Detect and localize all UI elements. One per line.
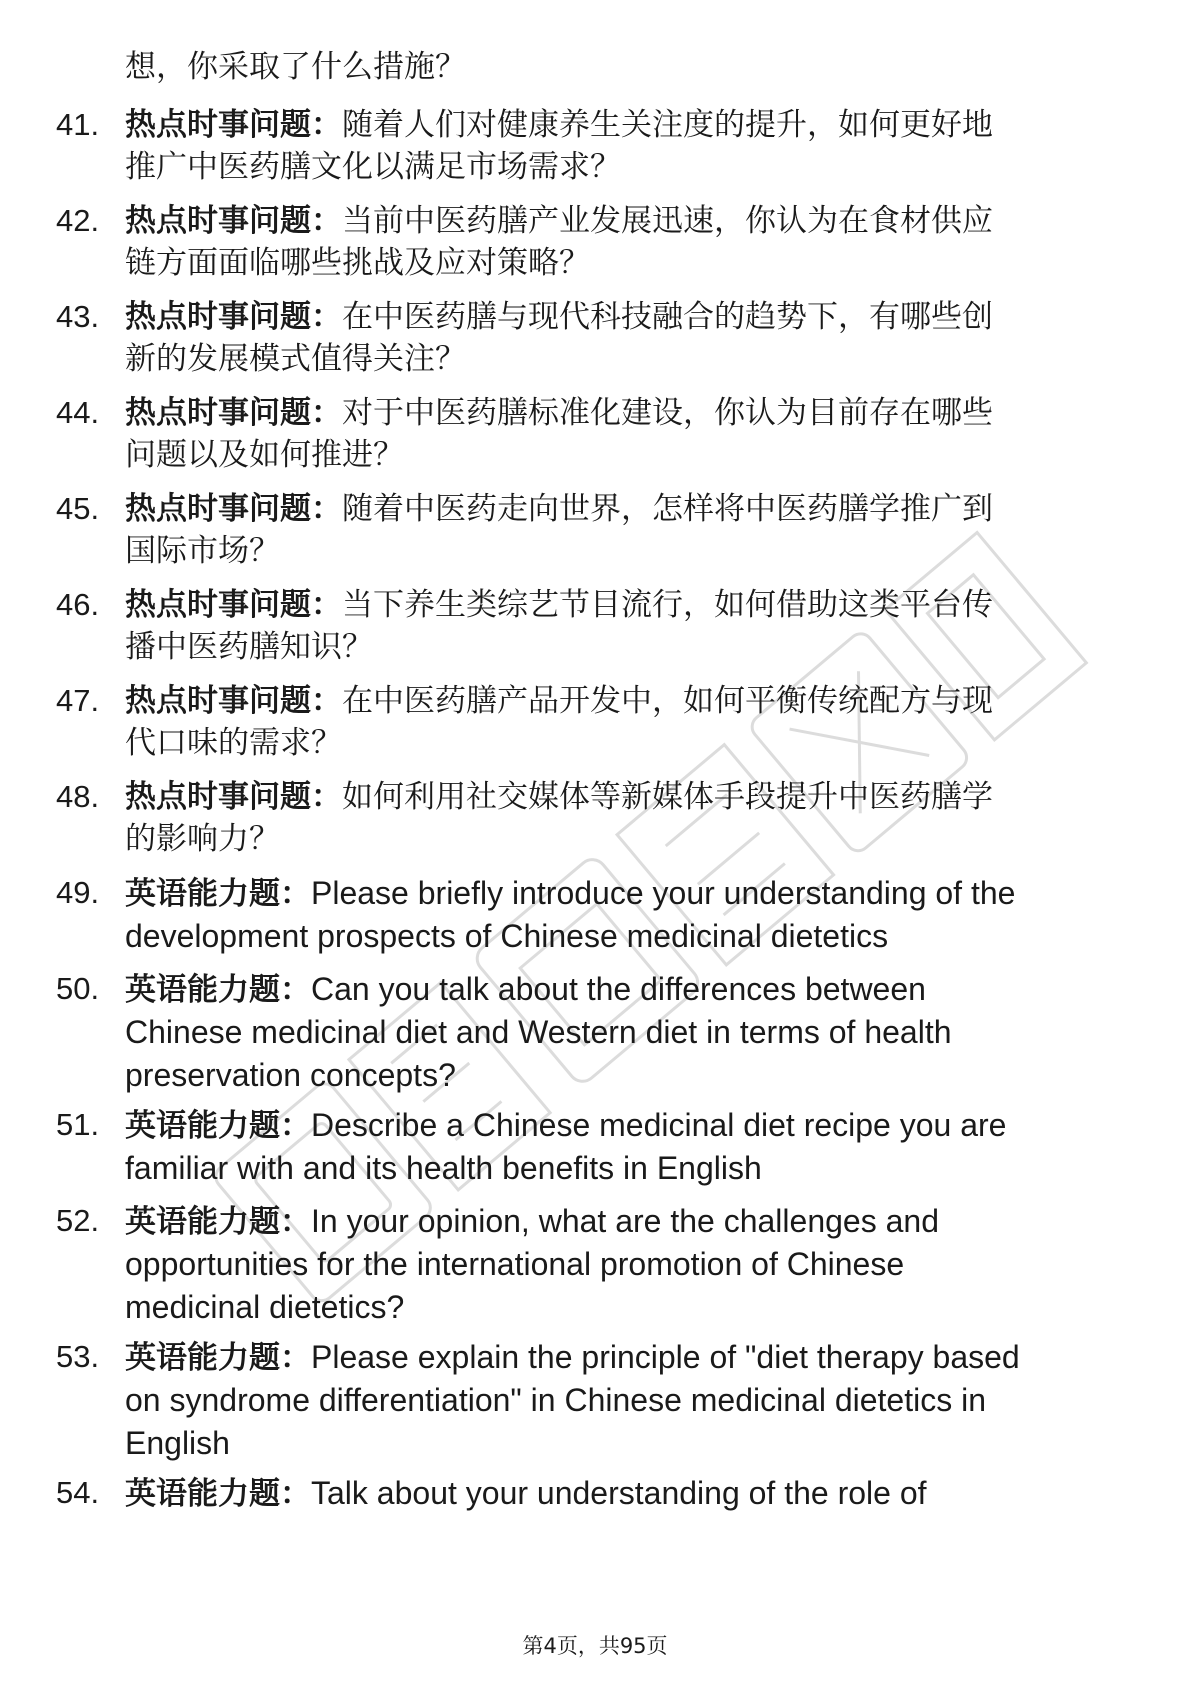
item-line [125, 200, 1115, 242]
item-category: 英语能力题： [125, 1340, 311, 1376]
item-number: 46. [56, 587, 100, 622]
item-question-text: 在中医药膳产品开发中，如何平衡传统配方与现 [342, 683, 993, 719]
item-question-text: opportunities for the international promotion of Chinese [125, 1246, 905, 1282]
item-question-text: 在中医药膳与现代科技融合的趋势下，有哪些创 [342, 299, 993, 335]
item-line [125, 1200, 1115, 1243]
item-line [125, 1243, 1115, 1286]
item-category: 热点时事问题： [125, 587, 342, 623]
item-question-text: 随着中医药走向世界，怎样将中医药膳学推广到 [342, 491, 993, 527]
item-text [125, 1472, 1115, 1515]
item-line [125, 1336, 1115, 1379]
item-number: 43. [56, 299, 100, 334]
item-question-text: Please explain the principle of "diet therapy based [311, 1339, 1020, 1375]
item-line [125, 776, 1115, 818]
item-question-text: Please briefly introduce your understanding of the [311, 875, 1016, 911]
item-line [125, 818, 1115, 860]
item-line [125, 968, 1115, 1011]
item-question-text: 当下养生类综艺节目流行，如何借助这类平台传 [342, 587, 993, 623]
item-line [125, 626, 1115, 668]
item-text [125, 296, 1115, 380]
item-line [125, 1054, 1115, 1097]
item-category: 热点时事问题： [125, 683, 342, 719]
item-question-text: Chinese medicinal diet and Western diet in terms of health [125, 1014, 952, 1050]
item-category: 英语能力题： [125, 876, 311, 912]
item-text [125, 1336, 1115, 1465]
item-text [125, 872, 1115, 958]
item-line [125, 1422, 1115, 1465]
item-line [125, 488, 1115, 530]
item-line [125, 584, 1115, 626]
item-question-text: 推广中医药膳文化以满足市场需求？ [125, 149, 621, 185]
item-question-text: familiar with and its health benefits in English [125, 1150, 762, 1186]
item-text [125, 680, 1115, 764]
item-number: 47. [56, 683, 100, 718]
item-line [125, 530, 1115, 572]
page-footer: 第4页，共95页 [522, 1634, 668, 1658]
item-category: 热点时事问题： [125, 299, 342, 335]
item-question-text: development prospects of Chinese medicinal dietetics [125, 918, 889, 954]
item-line [125, 1379, 1115, 1422]
item-text [125, 392, 1115, 476]
item-number: 54. [56, 1475, 100, 1510]
item-question-text: 对于中医药膳标准化建设，你认为目前存在哪些 [342, 395, 993, 431]
item-question-text: 新的发展模式值得关注？ [125, 341, 466, 377]
item-text [125, 1200, 1115, 1329]
item-category: 热点时事问题： [125, 779, 342, 815]
item-question-text: 的影响力？ [125, 821, 280, 857]
item-number: 52. [56, 1203, 100, 1238]
item-question-text: 国际市场？ [125, 533, 280, 569]
item-number: 51. [56, 1107, 100, 1142]
item-category: 英语能力题： [125, 1204, 311, 1240]
item-line [125, 392, 1115, 434]
item-text [125, 104, 1115, 188]
item-number: 44. [56, 395, 100, 430]
item-category: 热点时事问题： [125, 491, 342, 527]
item-line [125, 104, 1115, 146]
item-category: 热点时事问题： [125, 203, 342, 239]
item-question-text: 播中医药膳知识？ [125, 629, 373, 665]
item-category: 英语能力题： [125, 1108, 311, 1144]
item-line [125, 1286, 1115, 1329]
item-line [125, 146, 1115, 188]
item-line [125, 1104, 1115, 1147]
item-text [125, 776, 1115, 860]
item-number: 42. [56, 203, 100, 238]
item-line [125, 680, 1115, 722]
item-number: 50. [56, 971, 100, 1006]
item-question-text: 随着人们对健康养生关注度的提升，如何更好地 [342, 107, 993, 143]
item-number: 41. [56, 107, 100, 142]
item-line [125, 434, 1115, 476]
item-question-text: 问题以及如何推进？ [125, 437, 404, 473]
item-line [125, 915, 1115, 958]
item-question-text: 链方面面临哪些挑战及应对策略？ [125, 245, 590, 281]
item-question-text: 当前中医药膳产业发展迅速，你认为在食材供应 [342, 203, 993, 239]
item-category: 英语能力题： [125, 972, 311, 1008]
item-question-text: Describe a Chinese medicinal diet recipe you are [311, 1107, 1007, 1143]
item-question-text: medicinal dietetics? [125, 1289, 405, 1325]
item-number: 53. [56, 1339, 100, 1374]
item-question-text: on syndrome differentiation" in Chinese medicinal dietetics in [125, 1382, 987, 1418]
item-line [125, 1147, 1115, 1190]
item-text [125, 1104, 1115, 1190]
item-text [125, 200, 1115, 284]
item-line [125, 1472, 1115, 1515]
item-category: 热点时事问题： [125, 395, 342, 431]
item-category: 热点时事问题： [125, 107, 342, 143]
item-line [125, 872, 1115, 915]
item-line [125, 722, 1115, 764]
item-line [125, 338, 1115, 380]
item-line [125, 296, 1115, 338]
item-question-text: Talk about your understanding of the role of [311, 1475, 927, 1511]
item-line [125, 242, 1115, 284]
item-question-text: Can you talk about the differences between [311, 971, 926, 1007]
item-text [125, 488, 1115, 572]
item-text [125, 584, 1115, 668]
item-category: 英语能力题： [125, 1476, 311, 1512]
item-number: 48. [56, 779, 100, 814]
item-question-text: In your opinion, what are the challenges and [311, 1203, 939, 1239]
continuation-text: 想，你采取了什么措施？ [125, 49, 466, 85]
item-number: 49. [56, 875, 100, 910]
item-question-text: preservation concepts? [125, 1057, 456, 1093]
item-text [125, 968, 1115, 1097]
item-question-text: 如何利用社交媒体等新媒体手段提升中医药膳学 [342, 779, 993, 815]
item-line [125, 1011, 1115, 1054]
item-number: 45. [56, 491, 100, 526]
item-question-text: 代口味的需求？ [125, 725, 342, 761]
item-question-text: English [125, 1425, 230, 1461]
